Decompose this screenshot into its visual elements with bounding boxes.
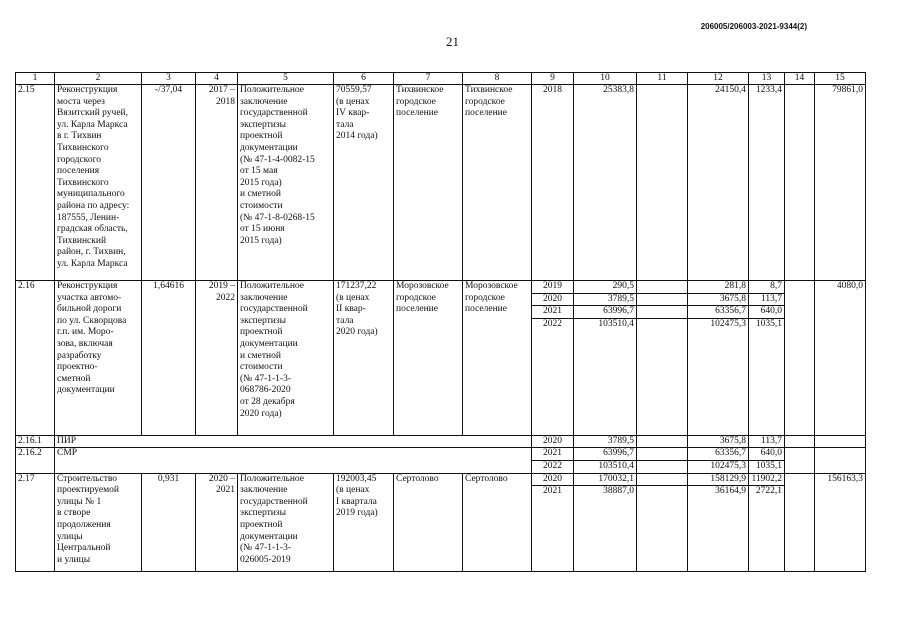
- object-name: [55, 85, 142, 281]
- col12-cell: 63356,7: [688, 306, 749, 319]
- object-name-line: по ул. Скворцова: [57, 315, 127, 326]
- col11-cell: [637, 435, 688, 448]
- expertise: [238, 473, 334, 572]
- object-name-line: моста через: [57, 96, 105, 107]
- col11-cell: [637, 293, 688, 306]
- col-header: 10: [574, 73, 637, 85]
- object-name-line: бильной дороги: [57, 304, 122, 315]
- object-name: [55, 473, 142, 572]
- estimated-cost-line: II квар-: [336, 304, 366, 315]
- total-cell: 103510,4: [574, 460, 637, 473]
- col12-cell: 3675,8: [688, 293, 749, 306]
- customer: [394, 85, 463, 281]
- col13-cell: 113,7: [749, 293, 785, 306]
- total-cell: 3789,5: [574, 435, 637, 448]
- capacity: -/37,04: [142, 85, 196, 281]
- object-name-line: документации: [57, 385, 115, 396]
- col-header: 15: [815, 73, 866, 85]
- estimated-cost-line: 2019 года): [336, 508, 378, 519]
- total-cell: 38887,0: [574, 486, 637, 572]
- col12-cell: 102475,3: [688, 460, 749, 473]
- expertise-line: (№ 47-1-1-3-: [240, 543, 292, 554]
- object-name-line: разработку: [57, 350, 102, 361]
- object-name-line: сметной: [57, 373, 91, 384]
- col14-cell: [785, 85, 815, 281]
- col-header: 2: [55, 73, 142, 85]
- col11-cell: [637, 306, 688, 319]
- customer-line: городское: [396, 292, 436, 303]
- period-line: 2017 –: [208, 85, 235, 95]
- recipient-line: Тихвинское: [465, 85, 513, 95]
- col12-cell: 63356,7: [688, 448, 749, 461]
- col11-cell: [637, 318, 688, 435]
- total-cell: 170032,1: [574, 473, 637, 486]
- expertise-line: проектной: [240, 327, 283, 338]
- expertise-line: экспертизы: [240, 119, 286, 130]
- customer: [394, 473, 463, 572]
- year-cell: 2022: [532, 318, 574, 435]
- object-name-line: участка автомо-: [57, 292, 122, 303]
- expertise-line: Положительное: [240, 473, 304, 484]
- estimated-cost-line: 2020 года): [336, 327, 378, 338]
- expertise-line: государственной: [240, 108, 308, 119]
- table-row: [16, 281, 866, 294]
- table-row: [16, 448, 866, 461]
- object-name-line: продолжения: [57, 519, 111, 530]
- estimated-cost-line: IV квар-: [336, 108, 370, 119]
- total-cell: 103510,4: [574, 318, 637, 435]
- object-name-line: района по адресу:: [57, 200, 130, 211]
- object-name-line: улицы № 1: [57, 496, 102, 507]
- recipient-line: поселение: [465, 108, 507, 119]
- object-name-line: Тихвинский: [57, 235, 107, 246]
- object-name-line: район, г. Тихвин,: [57, 247, 126, 258]
- expertise-line: проектной: [240, 519, 283, 530]
- customer-line: Тихвинское: [396, 85, 444, 95]
- year-cell: 2018: [532, 85, 574, 281]
- estimated-cost-line: 171237,22: [336, 281, 377, 291]
- estimated-cost-line: I квартала: [336, 496, 377, 507]
- col14-cell: [785, 448, 815, 473]
- row-number: 2.16: [16, 281, 55, 436]
- col13-cell: 1035,1: [749, 460, 785, 473]
- estimated-cost-line: 2014 года): [336, 131, 378, 142]
- expertise-line: стоимости: [240, 200, 283, 211]
- col13-cell: 1035,1: [749, 318, 785, 435]
- expertise-line: (№ 47-1-8-0268-15: [240, 212, 315, 223]
- expertise-line: от 15 мая: [240, 166, 278, 177]
- col12-cell: 102475,3: [688, 318, 749, 435]
- expertise-line: заключение: [240, 292, 288, 303]
- object-name-line: поселения: [57, 166, 100, 177]
- subitem-label: ПИР: [55, 435, 532, 448]
- col-header: 12: [688, 73, 749, 85]
- year-cell: 2022: [532, 460, 574, 473]
- period: [196, 281, 238, 436]
- col-header: 13: [749, 73, 785, 85]
- expertise-line: от 15 июня: [240, 224, 285, 235]
- estimated-cost-line: тала: [336, 119, 354, 130]
- total-cell: 63996,7: [574, 306, 637, 319]
- col12-cell: 3675,8: [688, 435, 749, 448]
- total-cell: 3789,5: [574, 293, 637, 306]
- expertise-line: экспертизы: [240, 508, 286, 519]
- capacity: 0,931: [142, 473, 196, 572]
- period: [196, 85, 238, 281]
- total-cell: 63996,7: [574, 448, 637, 461]
- expertise-line: (№ 47-1-4-0082-15: [240, 154, 315, 165]
- col11-cell: [637, 281, 688, 294]
- object-name-line: Вязитский ручей,: [57, 108, 129, 119]
- col11-cell: [637, 460, 688, 473]
- object-name-line: Реконструкция: [57, 281, 118, 291]
- recipient: [463, 85, 532, 281]
- recipient-line: городское: [465, 292, 505, 303]
- year-cell: 2020: [532, 435, 574, 448]
- col-header: 1: [16, 73, 55, 85]
- expertise-line: и сметной: [240, 189, 281, 200]
- total-cell: 25383,8: [574, 85, 637, 281]
- expertise-line: экспертизы: [240, 315, 286, 326]
- expertise-line: проектной: [240, 131, 283, 142]
- col-header: 6: [334, 73, 394, 85]
- customer-line: поселение: [396, 304, 438, 315]
- object-name-line: Тихвинского: [57, 142, 109, 153]
- col15-cell: 4080,0: [815, 281, 866, 436]
- object-name-line: 187555, Ленин-: [57, 212, 120, 223]
- row-number: 2.16.1: [16, 435, 55, 448]
- col-header: 11: [637, 73, 688, 85]
- object-name-line: Реконструкция: [57, 85, 118, 95]
- customer-line: Сертолово: [396, 473, 439, 484]
- object-name-line: градская область,: [57, 224, 128, 235]
- col13-cell: 11902,2: [749, 473, 785, 486]
- customer-line: Морозовское: [396, 281, 449, 291]
- object-name-line: в створе: [57, 508, 91, 519]
- expertise-line: 026005-2019: [240, 554, 291, 565]
- col13-cell: 8,7: [749, 281, 785, 294]
- expertise-line: 2015 года): [240, 177, 282, 188]
- col14-cell: [785, 435, 815, 448]
- column-number-row: [16, 73, 866, 85]
- customer: [394, 281, 463, 436]
- col15-cell: 156163,3: [815, 473, 866, 572]
- col-header: 14: [785, 73, 815, 85]
- period-line: 2020 –: [208, 473, 235, 484]
- document-id: 206005/206003-2021-9344(2): [700, 22, 807, 31]
- year-cell: 2019: [532, 281, 574, 294]
- expertise-line: документации: [240, 338, 298, 349]
- year-cell: 2020: [532, 293, 574, 306]
- col15-cell: 79861,0: [815, 85, 866, 281]
- expertise-line: 2015 года): [240, 235, 282, 246]
- expertise-line: стоимости: [240, 362, 283, 373]
- customer-line: городское: [396, 96, 436, 107]
- estimated-cost: [334, 281, 394, 436]
- expertise-line: Положительное: [240, 85, 304, 95]
- estimated-cost-line: (в ценах: [336, 96, 370, 107]
- estimated-cost-line: 70559,57: [336, 85, 372, 95]
- col11-cell: [637, 486, 688, 572]
- capacity: 1,64616: [142, 281, 196, 436]
- expertise-line: заключение: [240, 485, 288, 496]
- col13-cell: 640,0: [749, 448, 785, 461]
- table-row: [16, 435, 866, 448]
- col12-cell: 281,8: [688, 281, 749, 294]
- col15-cell: [815, 448, 866, 473]
- object-name-line: Строительство: [57, 473, 118, 484]
- col-header: 8: [463, 73, 532, 85]
- customer-line: поселение: [396, 108, 438, 119]
- recipient: [463, 281, 532, 436]
- expertise-line: 2020 года): [240, 408, 282, 419]
- expertise-line: документации: [240, 531, 298, 542]
- year-cell: 2021: [532, 486, 574, 572]
- recipient-line: городское: [465, 96, 505, 107]
- object-name-line: ул. Карла Маркса: [57, 119, 128, 130]
- col-header: 4: [196, 73, 238, 85]
- recipient-line: Сертолово: [465, 473, 508, 484]
- investment-table: [15, 72, 866, 572]
- subitem-label: СМР: [55, 448, 532, 473]
- object-name-line: г.п. им. Моро-: [57, 327, 114, 338]
- year-cell: 2021: [532, 448, 574, 461]
- col15-cell: [815, 435, 866, 448]
- col12-cell: 36164,9: [688, 486, 749, 572]
- col11-cell: [637, 448, 688, 461]
- col13-cell: 1233,4: [749, 85, 785, 281]
- col13-cell: 113,7: [749, 435, 785, 448]
- object-name-line: улицы: [57, 531, 83, 542]
- year-cell: 2021: [532, 306, 574, 319]
- col14-cell: [785, 281, 815, 436]
- object-name-line: проектно-: [57, 362, 98, 373]
- object-name-line: городского: [57, 154, 101, 165]
- estimated-cost: [334, 473, 394, 572]
- col-header: 7: [394, 73, 463, 85]
- estimated-cost-line: тала: [336, 315, 354, 326]
- total-cell: 290,5: [574, 281, 637, 294]
- expertise-line: государственной: [240, 496, 308, 507]
- period-line: 2021: [216, 485, 235, 496]
- row-number: 2.17: [16, 473, 55, 572]
- object-name-line: и улицы: [57, 554, 91, 565]
- table-row: [16, 473, 866, 486]
- col13-cell: 2722,1: [749, 486, 785, 572]
- recipient-line: Морозовское: [465, 281, 518, 291]
- recipient-line: поселение: [465, 304, 507, 315]
- col12-cell: 24150,4: [688, 85, 749, 281]
- col14-cell: [785, 473, 815, 572]
- estimated-cost-line: (в ценах: [336, 292, 370, 303]
- object-name-line: зова, включая: [57, 338, 113, 349]
- period-line: 2019 –: [208, 281, 235, 291]
- expertise: [238, 281, 334, 436]
- col11-cell: [637, 85, 688, 281]
- expertise-line: государственной: [240, 304, 308, 315]
- period-line: 2018: [216, 96, 235, 107]
- table-row: [16, 85, 866, 281]
- estimated-cost-line: (в ценах: [336, 485, 370, 496]
- page-number: 21: [446, 34, 459, 49]
- estimated-cost: [334, 85, 394, 281]
- col-header: 5: [238, 73, 334, 85]
- col12-cell: 158129,9: [688, 473, 749, 486]
- expertise-line: Положительное: [240, 281, 304, 291]
- row-number: 2.15: [16, 85, 55, 281]
- period: [196, 473, 238, 572]
- expertise-line: 068786-2020: [240, 385, 291, 396]
- col-header: 3: [142, 73, 196, 85]
- row-number: 2.16.2: [16, 448, 55, 473]
- object-name-line: Центральной: [57, 543, 111, 554]
- year-cell: 2020: [532, 473, 574, 486]
- col11-cell: [637, 473, 688, 486]
- expertise-line: заключение: [240, 96, 288, 107]
- period-line: 2022: [216, 292, 235, 303]
- expertise-line: и сметной: [240, 350, 281, 361]
- recipient: [463, 473, 532, 572]
- col13-cell: 640,0: [749, 306, 785, 319]
- object-name-line: Тихвинского: [57, 177, 109, 188]
- expertise-line: (№ 47-1-1-3-: [240, 373, 292, 384]
- object-name: [55, 281, 142, 436]
- expertise: [238, 85, 334, 281]
- object-name-line: муниципального: [57, 189, 125, 200]
- object-name-line: проектируемой: [57, 485, 119, 496]
- object-name-line: ул. Карла Маркса: [57, 258, 128, 269]
- col-header: 9: [532, 73, 574, 85]
- expertise-line: от 28 декабря: [240, 396, 295, 407]
- estimated-cost-line: 192003,45: [336, 473, 377, 484]
- object-name-line: в г. Тихвин: [57, 131, 102, 142]
- expertise-line: документации: [240, 142, 298, 153]
